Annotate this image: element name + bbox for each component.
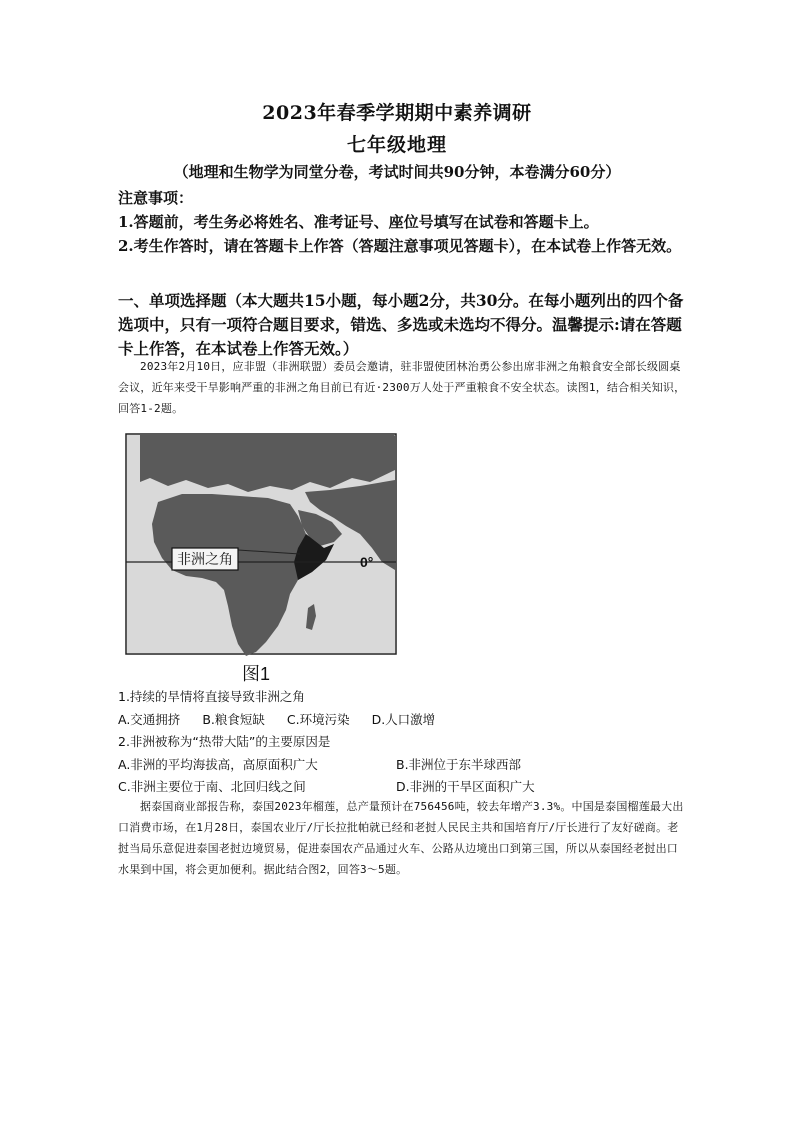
equator-label: 0° [360,554,374,570]
passage-1 [118,356,688,419]
notice-block [118,186,688,258]
question-2-stem: 2.非洲被称为“热带大陆”的主要原因是 [118,734,331,749]
region-label: 非洲之角 [177,552,233,568]
passage-2-text: 据泰国商业部报告称，泰国2023年榴莲，总产量预计在756456吨，较去年增产3.3%。中国是泰国榴莲最大出口消费市场，在1月28日，泰国农业厅/厅长拉批帕就已经和老挝人民民主共和国培育厅/厅长进行了友好磋商。老挝当局乐意促进泰国老挝边境贸易，促进泰国农产品通过火车、公路从边境出口到第三国，所以从泰国经老挝出口水果到中国，将会更加便利。据此结合图2，回答3～5题。 [118,800,684,876]
section-instructions: 一、单项选择题（本大题共15小题，每小题2分，共30分。在每小题列出的四个备选项中，只有一项符合题目要求，错选、多选或未选均不得分。温馨提示:请在答题卡上作答，在本试卷上作答无效。） [118,291,684,358]
figure-1-globe-map [120,430,410,684]
exam-title: 2023年春季学期期中素养调研 [262,102,532,124]
question-1-option-d: D.人口激增 [371,711,436,727]
passage-1-text: 2023年2月10日，应非盟（非洲联盟）委员会邀请，驻非盟使团林治勇公参出席非洲之角粮食安全部长级圆桌会议，近年来受干旱影响严重的非洲之角目前已有近·2300万人处于严重粮食不安全状态。读图1，结合相关知识，回答1-2题。 [118,360,686,415]
passage-2 [118,796,688,880]
globe-map-image [120,430,410,684]
question-2-option-a: A.非洲的平均海拔高，高原面积广大 [118,756,318,772]
question-2-option-c: C.非洲主要位于南、北回归线之间 [118,779,306,794]
question-1-option-a: A.交通拥挤 [118,711,181,727]
question-2-options [118,754,688,799]
notice-item-1: 1.答题前，考生务必将姓名、准考证号、座位号填写在试卷和答题卡上。 [118,213,599,231]
question-2-option-b: B.非洲位于东半球西部 [396,756,522,772]
question-2-option-d: D.非洲的干旱区面积广大 [396,779,535,794]
questions-block [118,686,688,799]
question-1-options [118,709,688,732]
exam-note: （地理和生物学为同堂分卷，考试时间共90分钟，本卷满分60分） [173,163,621,181]
question-1-option-b: B.粮食短缺 [202,711,265,727]
section-heading [118,289,688,361]
notice-item-2: 2.考生作答时，请在答题卡上作答（答题注意事项见答题卡），在本试卷上作答无效。 [118,237,682,255]
question-1-option-c: C.环境污染 [286,711,350,727]
question-1-stem: 1.持续的旱情将直接导致非洲之角 [118,689,305,704]
figure-1-caption: 图1 [242,664,271,684]
notice-heading: 注意事项： [118,189,194,207]
exam-subtitle: 七年级地理 [346,134,447,156]
